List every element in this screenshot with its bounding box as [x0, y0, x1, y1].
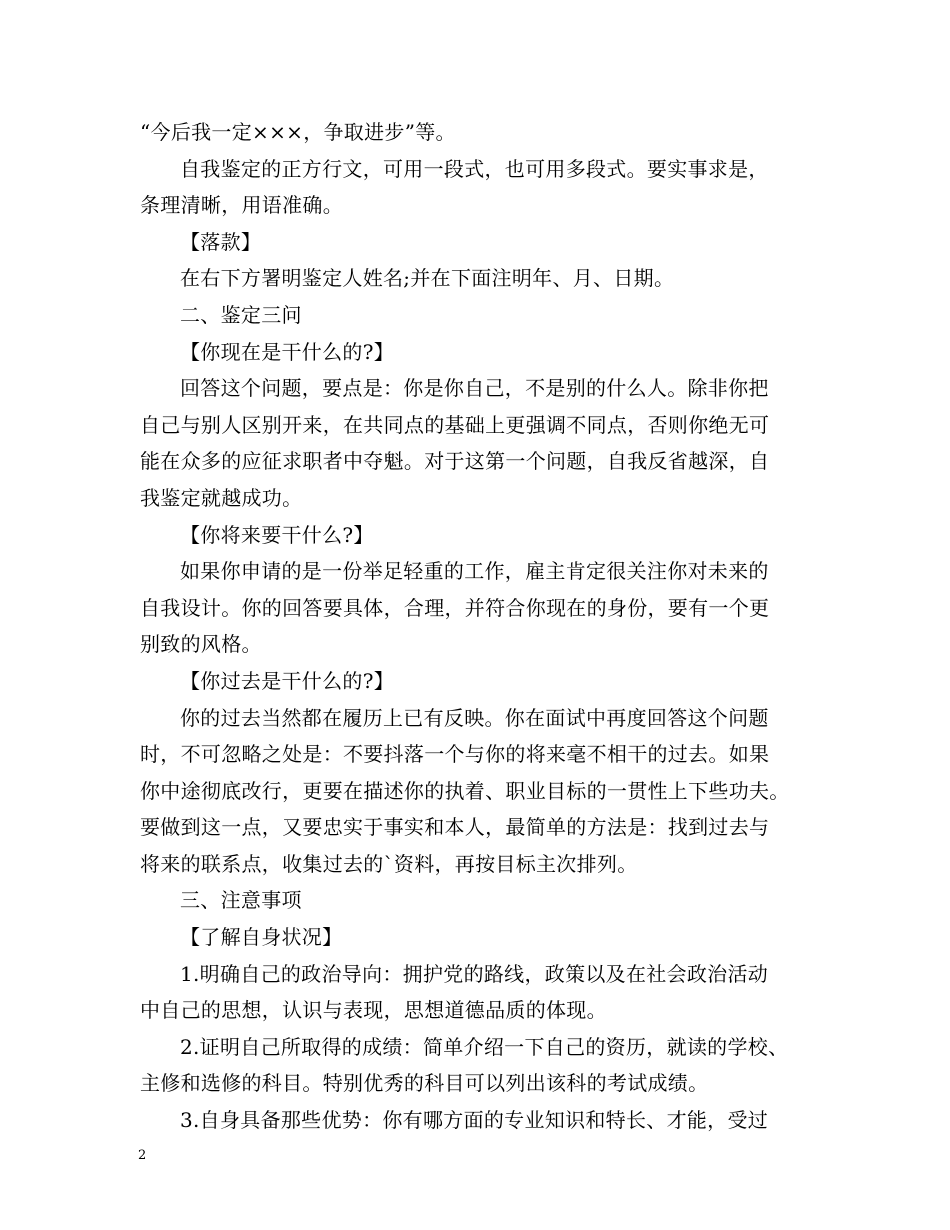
- section-heading: 【了解自身状况】: [180, 925, 343, 950]
- text-line: 时，不可忽略之处是：不要抖落一个与你的将来毫不相干的过去。如果: [140, 742, 770, 767]
- section-heading: 三、注意事项: [180, 888, 302, 913]
- text-line: 自我鉴定的正方行文，可用一段式，也可用多段式。要实事求是，: [180, 156, 769, 181]
- text-line: 我鉴定就越成功。: [140, 485, 303, 510]
- section-heading: 二、鉴定三问: [180, 302, 302, 327]
- text-line: 3.自身具备那些优势：你有哪方面的专业知识和特长、才能，受过: [180, 1108, 769, 1133]
- section-heading: 【你现在是干什么的?】: [180, 339, 395, 364]
- page-number: 2: [138, 1148, 147, 1163]
- text-line: 要做到这一点，又要忠实于事实和本人，最简单的方法是：找到过去与: [140, 815, 770, 840]
- text-line: 自我设计。你的回答要具体，合理，并符合你现在的身份，要有一个更: [140, 595, 770, 620]
- section-heading: 【你过去是干什么的?】: [180, 668, 395, 693]
- text-line: 如果你申请的是一份举足轻重的工作，雇主肯定很关注你对未来的: [180, 559, 769, 584]
- text-line: 你中途彻底改行，更要在描述你的执着、职业目标的一贯性上下些功夫。: [140, 778, 790, 803]
- text-line: 2.证明自己所取得的成绩：简单介绍一下自己的资历，就读的学校、: [180, 1034, 789, 1059]
- text-line: 中自己的思想，认识与表现，思想道德品质的体现。: [140, 998, 607, 1023]
- section-heading: 【你将来要干什么?】: [180, 522, 374, 547]
- section-heading: 【落款】: [180, 229, 262, 254]
- text-line: 自己与别人区别开来，在共同点的基础上更强调不同点，否则你绝无可: [140, 412, 770, 437]
- body-text: [140, 114, 816, 1139]
- text-line: “今后我一定×××，争取进步”等。: [140, 120, 456, 144]
- text-line: 在右下方署明鉴定人姓名;并在下面注明年、月、日期。: [180, 266, 675, 291]
- text-line: 回答这个问题，要点是：你是你自己，不是别的什么人。除非你把: [180, 376, 769, 401]
- text-line: 别致的风格。: [140, 632, 262, 657]
- text-line: 条理清晰，用语准确。: [140, 193, 343, 218]
- text-line: 主修和选修的科目。特别优秀的科目可以列出该科的考试成绩。: [140, 1071, 709, 1096]
- text-line: 将来的联系点，收集过去的`资料，再按目标主次排列。: [140, 851, 638, 876]
- text-line: 你的过去当然都在履历上已有反映。你在面试中再度回答这个问题: [180, 705, 769, 730]
- text-line: 1.明确自己的政治导向：拥护党的路线，政策以及在社会政治活动: [180, 961, 769, 986]
- text-line: 能在众多的应征求职者中夺魁。对于这第一个问题，自我反省越深，自: [140, 449, 770, 474]
